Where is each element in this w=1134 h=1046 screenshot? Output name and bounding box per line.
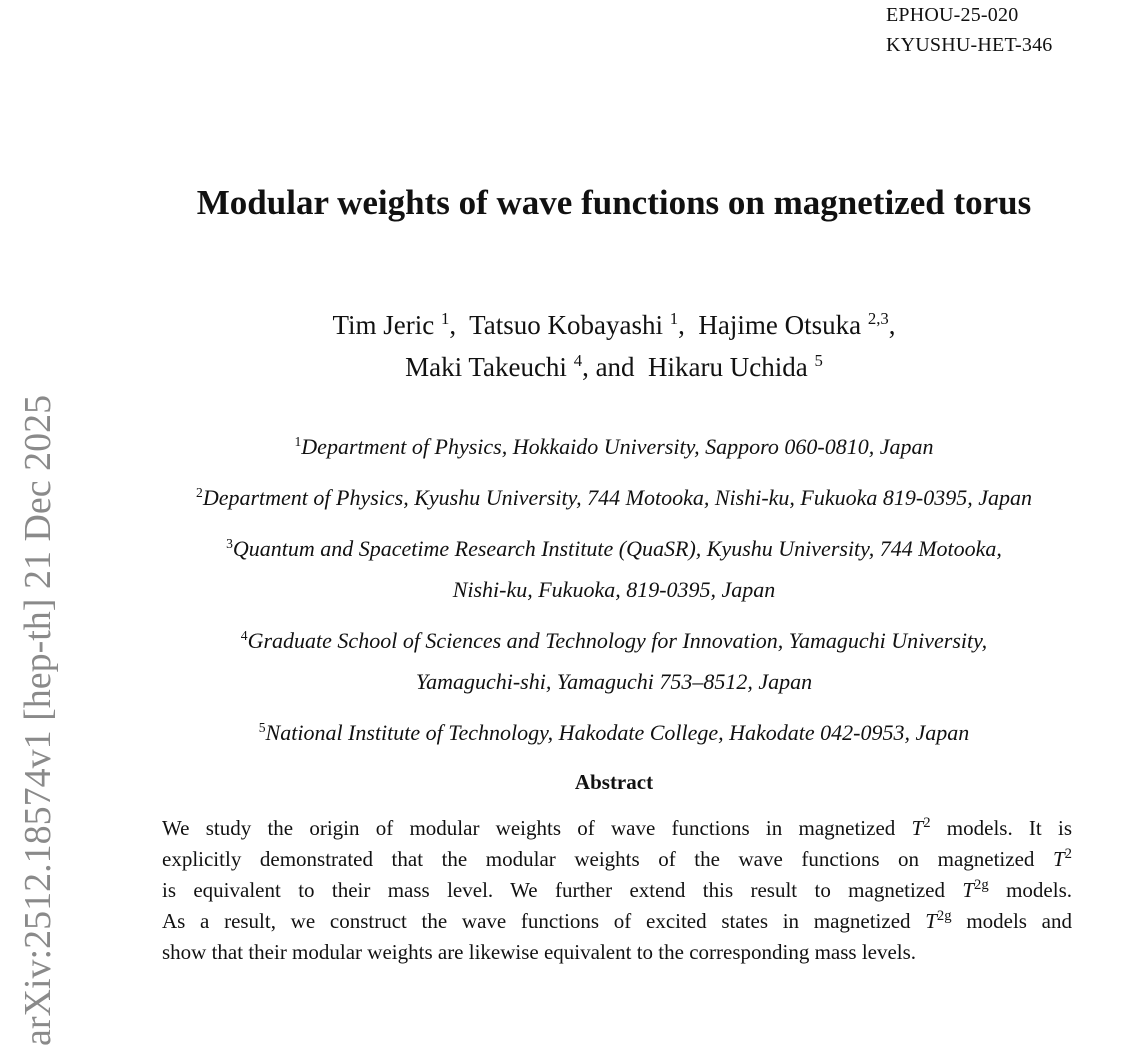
report-number: EPHOU-25-020 (886, 4, 1019, 26)
math-base: T (911, 816, 924, 840)
affiliation-text: Quantum and Spacetime Research Institute (QuaSR), Kyushu University, 744 Motooka, (232, 536, 1002, 561)
affiliation-number: 1 (294, 433, 302, 449)
abstract-text: models. (988, 878, 1072, 902)
affiliation-list (0, 426, 1134, 763)
affiliation-number: 5 (258, 719, 266, 735)
abstract-text: As a result, we construct the wave functions of excited states in magnetized (162, 909, 926, 933)
author-affiliation-mark: 1 (441, 308, 450, 328)
author-affiliation-mark: 1 (669, 308, 679, 328)
affiliation-text: Graduate School of Sciences and Technology for Innovation, Yamaguchi University, (247, 628, 988, 653)
abstract-heading: Abstract (574, 770, 654, 794)
author-name: Tatsuo Kobayashi (469, 310, 663, 340)
author-line: Tim Jeric $^1$, Tatsuo Kobayashi $^1$, Hajime Otsuka $^{2,3}$, (332, 308, 896, 340)
math-symbol (962, 878, 988, 902)
abstract-text: explicitly demonstrated that the modular weights of the wave functions on magnetized (162, 847, 1053, 871)
math-exponent: 2 (923, 814, 931, 831)
abstract-line (162, 875, 1072, 906)
author-line: Maki Takeuchi $^4$, and Hikaru Uchida $^5$ (405, 350, 823, 382)
paper-title: Modular weights of wave functions on magnetized torus (196, 183, 1032, 222)
abstract-text: models and (951, 909, 1073, 933)
author-list (0, 304, 1134, 388)
arxiv-identifier-stamp: arXiv:2512.18574v1 [hep-th] 21 Dec 2025 (17, 394, 59, 1046)
abstract-text: We study the origin of modular weights of wave functions in magnetized (162, 816, 912, 840)
affiliation (94, 528, 1134, 610)
math-exponent: 2g (936, 907, 952, 924)
math-symbol (912, 816, 931, 840)
abstract-text: is equivalent to their mass level. We further extend this result to magnetized (162, 878, 963, 902)
affiliation-text-continued: Yamaguchi-shi, Yamaguchi 753–8512, Japan (415, 669, 813, 694)
author-name: Tim Jeric (332, 310, 435, 340)
affiliation-text: Department of Physics, Kyushu University, 744 Motooka, Nishi-ku, Fukuoka 819-0395, Japan (202, 485, 1032, 510)
math-base: T (925, 909, 937, 933)
math-symbol (1053, 847, 1072, 871)
abstract-line (162, 906, 1072, 937)
affiliation-number: 4 (240, 627, 248, 643)
math-exponent: 2g (974, 876, 989, 893)
report-numbers (886, 0, 1053, 60)
math-base: T (1052, 847, 1065, 871)
abstract-body (162, 813, 1072, 968)
author-name: Maki Takeuchi (405, 352, 567, 382)
affiliation-text: Department of Physics, Hokkaido University, Sapporo 060-0810, Japan (301, 434, 934, 459)
author-name: Hajime Otsuka (698, 310, 862, 340)
affiliation-text: National Institute of Technology, Hakodate College, Hakodate 042-0953, Japan (265, 720, 970, 745)
author-affiliation-mark: 5 (814, 350, 823, 370)
math-symbol (925, 909, 951, 933)
abstract-line (162, 844, 1072, 875)
author-affiliation-mark: 2,3 (867, 308, 889, 328)
affiliation (94, 477, 1134, 518)
affiliation-number: 2 (196, 484, 203, 500)
abstract-text: show that their modular weights are likewise equivalent to the corresponding mass levels. (162, 940, 917, 964)
math-base: T (962, 878, 975, 902)
affiliation (94, 620, 1134, 702)
report-number: KYUSHU-HET-346 (886, 34, 1053, 56)
abstract-text: models. It is (930, 816, 1073, 840)
math-exponent: 2 (1064, 845, 1072, 862)
author-affiliation-mark: 4 (573, 350, 583, 370)
affiliation-number: 3 (226, 535, 233, 551)
author-conjunction: and (595, 352, 635, 382)
affiliation-text-continued: Nishi-ku, Fukuoka, 819-0395, Japan (452, 577, 776, 602)
abstract-line (162, 937, 1072, 968)
abstract-line (162, 813, 1072, 844)
author-name: Hikaru Uchida (648, 352, 808, 382)
affiliation (94, 426, 1134, 467)
affiliation (94, 712, 1134, 753)
